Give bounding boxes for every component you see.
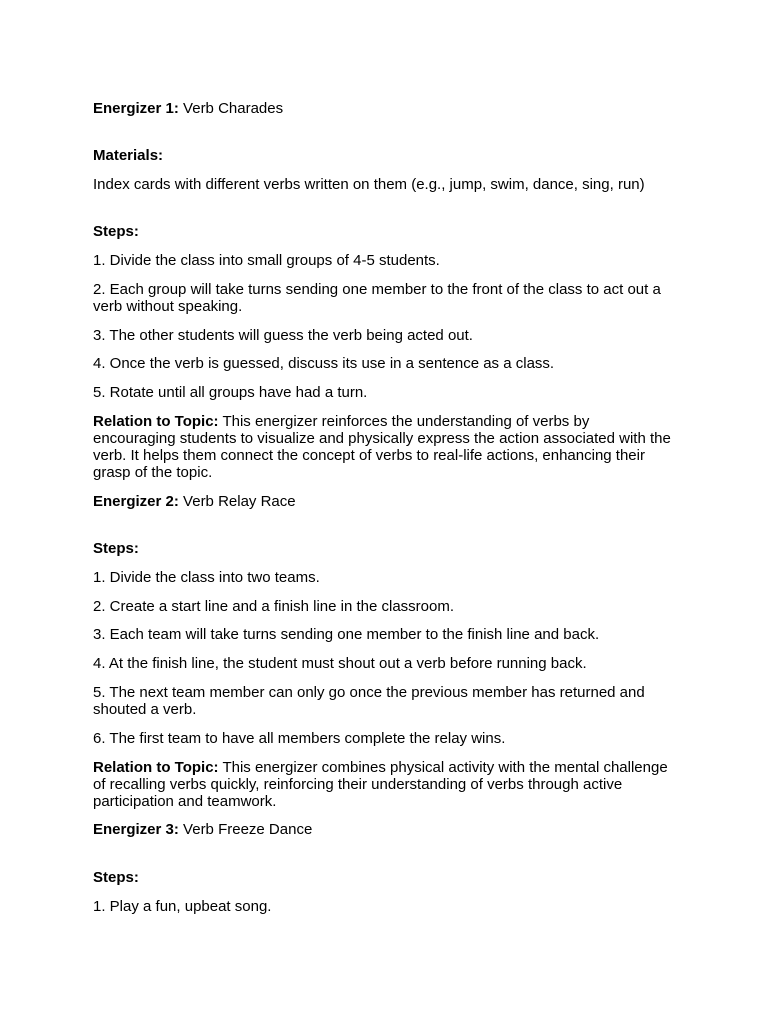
energizer-3-label: Energizer 3:: [93, 821, 179, 838]
energizer-2-step-1: 1. Divide the class into two teams.: [93, 569, 320, 586]
energizer-1-step-1: 1. Divide the class into small groups of 4-5 students.: [93, 252, 440, 269]
energizer-1-steps-heading: [93, 223, 683, 240]
steps-heading-text: Steps:: [93, 540, 139, 557]
energizer-2-step-2: 2. Create a start line and a finish line in the classroom.: [93, 598, 455, 615]
energizer-1-step-4: 4. Once the verb is guessed, discuss its use in a sentence as a class.: [93, 355, 555, 372]
energizer-2-relation: [93, 759, 678, 810]
steps-heading-text: Steps:: [93, 223, 139, 240]
energizer-1-heading: [93, 100, 683, 117]
materials-text: Index cards with different verbs written on them (e.g., jump, swim, dance, sing, run): [93, 176, 645, 193]
energizer-1-step-2: 2. Each group will take turns sending one member to the front of the class to act out a verb without speaking.: [93, 281, 661, 315]
relation-text: This energizer reinforces the understanding of verbs by encouraging students to visualize and physically express the action associated with the verb. It helps them connect the concept of verbs to real-life actions, enhancing their grasp of the topic.: [93, 413, 671, 481]
energizer-2-step-5: 5. The next team member can only go once the previous member has returned and shouted a verb.: [93, 684, 645, 718]
energizer-2-step-4: 4. At the finish line, the student must shout out a verb before running back.: [93, 655, 587, 672]
energizer-3-heading: [93, 821, 683, 838]
energizer-3-steps-heading: [93, 869, 683, 886]
relation-text: This energizer combines physical activity with the mental challenge of recalling verbs quickly, reinforcing their understanding of verbs through active participation and teamwork.: [93, 759, 668, 810]
steps-heading-text: Steps:: [93, 869, 139, 886]
materials-heading-text: Materials:: [93, 147, 164, 164]
energizer-2-step-3: 3. Each team will take turns sending one member to the finish line and back.: [93, 626, 600, 643]
materials-heading: [93, 147, 683, 164]
energizer-3-title: Verb Freeze Dance: [183, 821, 313, 838]
energizer-2-steps-heading: [93, 540, 683, 557]
energizer-1-label: Energizer 1:: [93, 100, 179, 117]
energizer-1-title: Verb Charades: [183, 100, 284, 117]
relation-label: Relation to Topic:: [93, 759, 219, 776]
energizer-1-relation: [93, 413, 673, 481]
energizer-2-label: Energizer 2:: [93, 493, 179, 510]
energizer-2-heading: [93, 493, 683, 510]
energizer-2-title: Verb Relay Race: [183, 493, 296, 510]
energizer-3-step-1: 1. Play a fun, upbeat song.: [93, 898, 272, 915]
energizer-1-step-3: 3. The other students will guess the verb being acted out.: [93, 327, 473, 344]
energizer-1-step-5: 5. Rotate until all groups have had a turn.: [93, 384, 368, 401]
energizer-2-step-6: 6. The first team to have all members complete the relay wins.: [93, 730, 506, 747]
relation-label: Relation to Topic:: [93, 413, 219, 430]
